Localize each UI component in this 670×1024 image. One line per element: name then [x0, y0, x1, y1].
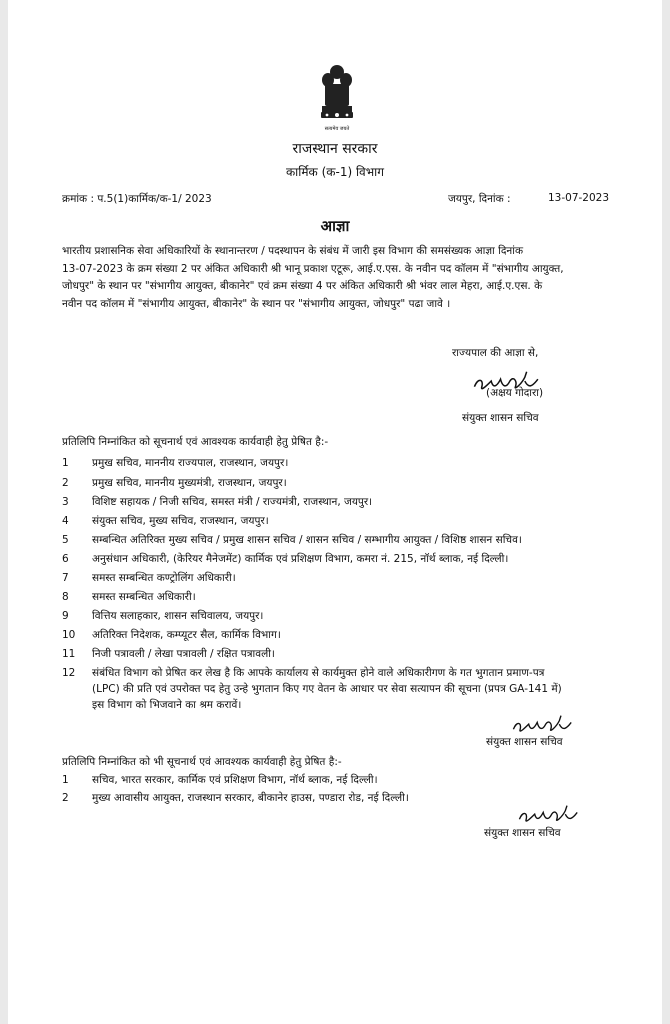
list-item-cont: (LPC) की प्रति एवं उपरोक्त पद हेतु उन्हे भुगतान किए गए वेतन के आधार पर सेवा सत्यापन की सूचना (प्रपत्र GA-141 में)	[92, 683, 562, 695]
copy-list-1-intro: प्रतिलिपि निम्नांकित को सूचनार्थ एवं आवश्यक कार्यवाही हेतु प्रेषित है:-	[62, 436, 329, 448]
reference-number: क्रमांक : प.5(1)कार्मिक/क-1/ 2023	[62, 193, 212, 205]
signatory-designation-2: संयुक्त शासन सचिव	[486, 736, 563, 748]
order-date: 13-07-2023	[548, 192, 610, 204]
body-line: नवीन पद कॉलम में "संभागीय आयुक्त, बीकानेर" के स्थान पर "संभागीय आयुक्त, जोधपुर" पढा जावे ।	[62, 297, 451, 310]
signatory-designation-3: संयुक्त शासन सचिव	[484, 827, 561, 839]
signature-3	[516, 802, 584, 828]
state-emblem-icon	[316, 62, 358, 134]
emblem-motto: सत्यमेव जयते	[324, 126, 350, 132]
order-title: आज्ञा	[320, 217, 350, 235]
department-title: कार्मिक (क-1) विभाग	[285, 165, 385, 179]
order-body	[62, 243, 610, 313]
copy-list-2-intro: प्रतिलिपि निम्नांकित को भी सूचनार्थ एवं आवश्यक कार्यवाही हेतु प्रेषित है:-	[62, 756, 342, 768]
signatory-designation: संयुक्त शासन सचिव	[462, 412, 539, 424]
body-line: 13-07-2023 के क्रम संख्या 2 पर अंकित अधिकारी श्री भानू प्रकाश एटूरू, आई.ए.एस. के नवीन पद कॉलम में "संभागीय आयुक्त,	[62, 262, 564, 275]
body-line: भारतीय प्रशासनिक सेवा अधिकारियों के स्थानान्तरण / पदस्थापन के संबंध में जारी इस विभाग की समसंख्यक आज्ञा दिनांक	[62, 245, 524, 257]
signatory-name: (अक्षय गोदारा)	[486, 387, 544, 399]
place-label: जयपुर, दिनांक :	[448, 193, 511, 205]
government-title: राजस्थान सरकार	[292, 141, 378, 157]
body-line: जोधपुर" के स्थान पर "संभागीय आयुक्त, बीकानेर" एवं क्रम संख्या 4 पर अंकित अधिकारी श्री भंवर लाल मेहरा, आई.ए.एस. के	[62, 280, 543, 292]
by-order-line: राज्यपाल की आज्ञा से,	[452, 347, 539, 359]
list-item-cont: इस विभाग को भिजवाने का श्रम करावें।	[92, 699, 242, 711]
